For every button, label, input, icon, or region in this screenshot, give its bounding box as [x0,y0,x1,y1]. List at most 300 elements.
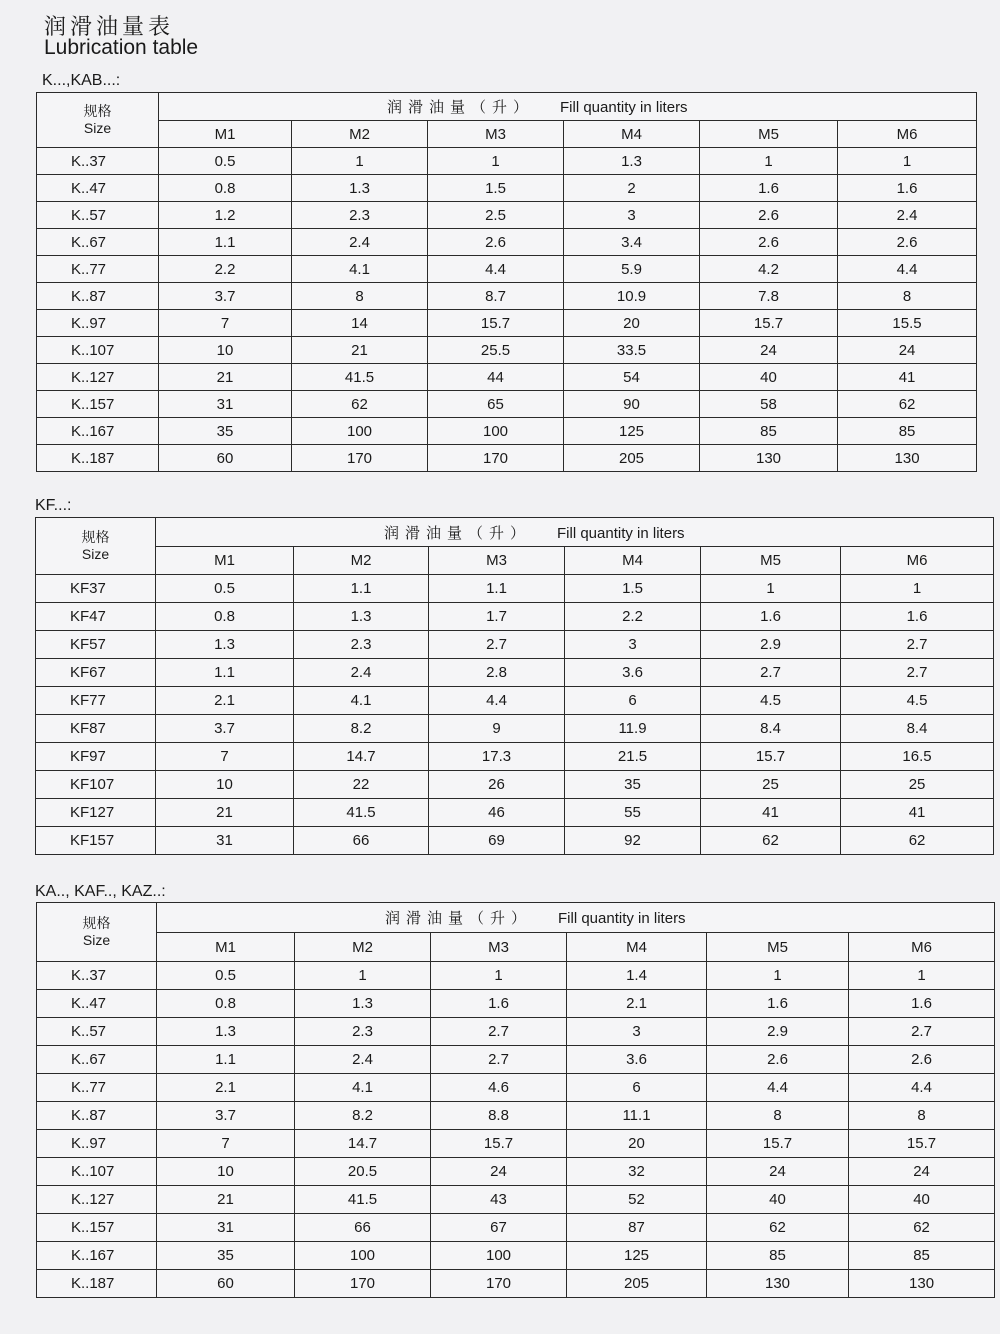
fill-value-cell: 1.6 [849,990,995,1018]
fill-value-cell: 2.6 [838,229,977,256]
fill-value-cell: 20.5 [295,1158,431,1186]
table-row [37,391,977,418]
fill-header-en: Fill quantity in liters [557,524,685,542]
fill-value-cell: 10 [157,1158,295,1186]
size-cell: K..167 [37,1242,157,1270]
fill-value-cell: 4.1 [295,1074,431,1102]
fill-quantity-header [157,903,995,933]
fill-value-cell: 20 [567,1130,707,1158]
table-row [37,1046,995,1074]
fill-value-cell: 2.7 [841,659,994,687]
size-cell: K..37 [37,962,157,990]
fill-header-cn: 润滑油量（升） [384,523,532,542]
size-cell: K..107 [37,1158,157,1186]
fill-value-cell: 10.9 [564,283,700,310]
table-row [37,256,977,283]
fill-value-cell: 40 [700,364,838,391]
fill-value-cell: 0.5 [156,575,294,603]
fill-value-cell: 1 [295,962,431,990]
fill-value-cell: 1 [431,962,567,990]
fill-value-cell: 15.7 [707,1130,849,1158]
fill-value-cell: 11.9 [565,715,701,743]
fill-value-cell: 8.4 [841,715,994,743]
fill-value-cell: 1.1 [157,1046,295,1074]
fill-value-cell: 1 [849,962,995,990]
fill-value-cell: 15.7 [701,743,841,771]
size-cell: K..157 [37,1214,157,1242]
fill-value-cell: 2.3 [292,202,428,229]
size-cell: KF107 [36,771,156,799]
fill-value-cell: 41 [701,799,841,827]
size-header-cn: 规格 [83,103,112,119]
fill-value-cell: 66 [294,827,429,855]
page-title-chinese: 润滑油量表 [44,15,175,40]
fill-value-cell: 41 [841,799,994,827]
fill-value-cell: 8 [849,1102,995,1130]
fill-value-cell: 2.4 [295,1046,431,1074]
fill-value-cell: 170 [431,1270,567,1298]
fill-value-cell: 58 [700,391,838,418]
fill-value-cell: 2.7 [431,1046,567,1074]
table-row [37,990,995,1018]
fill-value-cell: 3 [565,631,701,659]
fill-value-cell: 1.3 [157,1018,295,1046]
fill-value-cell: 7 [159,310,292,337]
fill-value-cell: 35 [159,418,292,445]
fill-value-cell: 2.6 [700,229,838,256]
size-header-cn: 规格 [81,529,110,545]
fill-value-cell: 41.5 [295,1186,431,1214]
fill-value-cell: 1 [707,962,849,990]
fill-value-cell: 35 [565,771,701,799]
fill-value-cell: 24 [431,1158,567,1186]
size-cell: K..87 [37,1102,157,1130]
fill-value-cell: 1.6 [700,175,838,202]
fill-value-cell: 24 [707,1158,849,1186]
fill-value-cell: 21 [156,799,294,827]
size-cell: K..47 [37,175,159,202]
fill-value-cell: 0.8 [156,603,294,631]
fill-value-cell: 2.8 [429,659,565,687]
fill-header-en: Fill quantity in liters [560,99,688,116]
fill-value-cell: 125 [567,1242,707,1270]
size-cell: K..67 [37,1046,157,1074]
fill-value-cell: 62 [701,827,841,855]
table-row [37,202,977,229]
fill-value-cell: 3.4 [564,229,700,256]
section-label-k-kab: K...,KAB...: [42,72,121,89]
fill-value-cell: 21 [292,337,428,364]
size-column-header [37,93,159,148]
size-cell: K..127 [37,364,159,391]
table-row [36,575,994,603]
table-row [37,1130,995,1158]
table-row [36,603,994,631]
header-row [37,93,977,121]
size-cell: KF37 [36,575,156,603]
size-column-header [37,903,157,962]
fill-value-cell: 1.7 [429,603,565,631]
fill-value-cell: 8.8 [431,1102,567,1130]
fill-value-cell: 21 [157,1186,295,1214]
fill-value-cell: 40 [849,1186,995,1214]
fill-value-cell: 4.4 [707,1074,849,1102]
mounting-position-header: M6 [841,547,994,575]
fill-value-cell: 62 [849,1214,995,1242]
fill-value-cell: 1.3 [294,603,429,631]
mounting-position-header: M1 [159,121,292,148]
fill-value-cell: 2.1 [157,1074,295,1102]
fill-value-cell: 8.2 [295,1102,431,1130]
fill-header-cn: 润滑油量（升） [387,98,535,116]
fill-value-cell: 85 [700,418,838,445]
fill-value-cell: 3 [564,202,700,229]
table-row [37,418,977,445]
size-cell: KF97 [36,743,156,771]
fill-value-cell: 69 [429,827,565,855]
fill-value-cell: 1 [292,148,428,175]
header-row [37,903,995,933]
fill-value-cell: 2.7 [429,631,565,659]
fill-value-cell: 52 [567,1186,707,1214]
section-label-ka-kaf-kaz: KA.., KAF.., KAZ..: [35,883,166,900]
fill-value-cell: 4.4 [429,687,565,715]
mounting-position-header: M5 [707,933,849,962]
size-cell: K..37 [37,148,159,175]
table-row [37,175,977,202]
fill-value-cell: 2.4 [292,229,428,256]
fill-value-cell: 6 [565,687,701,715]
size-header-cn: 规格 [82,915,111,931]
fill-value-cell: 41.5 [292,364,428,391]
fill-value-cell: 6 [567,1074,707,1102]
fill-value-cell: 2.6 [700,202,838,229]
fill-value-cell: 1.3 [295,990,431,1018]
fill-value-cell: 2.9 [701,631,841,659]
fill-value-cell: 3.6 [565,659,701,687]
mounting-position-header: M2 [294,547,429,575]
mounting-position-header: M1 [157,933,295,962]
fill-value-cell: 14 [292,310,428,337]
size-header-en: Size [82,932,111,948]
fill-value-cell: 55 [565,799,701,827]
mounting-position-header: M2 [295,933,431,962]
fill-value-cell: 62 [707,1214,849,1242]
fill-value-cell: 1.6 [431,990,567,1018]
fill-value-cell: 205 [567,1270,707,1298]
fill-value-cell: 1.6 [841,603,994,631]
fill-value-cell: 85 [707,1242,849,1270]
table-row [37,229,977,256]
fill-value-cell: 22 [294,771,429,799]
fill-value-cell: 7 [156,743,294,771]
fill-value-cell: 26 [429,771,565,799]
fill-value-cell: 43 [431,1186,567,1214]
lubrication-table-k-kab [36,92,977,472]
fill-value-cell: 3.7 [159,283,292,310]
fill-value-cell: 32 [567,1158,707,1186]
section-label-kf: KF...: [35,497,72,514]
fill-value-cell: 1.5 [428,175,564,202]
size-cell: K..187 [37,445,159,472]
fill-value-cell: 8.4 [701,715,841,743]
fill-value-cell: 170 [428,445,564,472]
fill-value-cell: 1.1 [159,229,292,256]
fill-value-cell: 1 [841,575,994,603]
size-cell: K..57 [37,202,159,229]
fill-value-cell: 2.7 [701,659,841,687]
mounting-position-header: M3 [429,547,565,575]
size-cell: K..47 [37,990,157,1018]
fill-value-cell: 90 [564,391,700,418]
fill-value-cell: 125 [564,418,700,445]
table-row [37,364,977,391]
size-cell: K..127 [37,1186,157,1214]
mounting-position-header: M1 [156,547,294,575]
fill-value-cell: 2.6 [849,1046,995,1074]
fill-value-cell: 0.8 [159,175,292,202]
fill-quantity-header [156,518,994,547]
size-cell: K..167 [37,418,159,445]
fill-value-cell: 44 [428,364,564,391]
fill-value-cell: 1.3 [292,175,428,202]
fill-value-cell: 2 [564,175,700,202]
table-row [37,283,977,310]
fill-value-cell: 1 [428,148,564,175]
fill-value-cell: 3.7 [157,1102,295,1130]
mounting-position-header: M5 [700,121,838,148]
fill-value-cell: 1.4 [567,962,707,990]
fill-value-cell: 25.5 [428,337,564,364]
fill-value-cell: 4.4 [849,1074,995,1102]
fill-quantity-header [159,93,977,121]
fill-value-cell: 24 [700,337,838,364]
fill-value-cell: 92 [565,827,701,855]
fill-value-cell: 5.9 [564,256,700,283]
size-cell: K..67 [37,229,159,256]
lubrication-table-kf [35,517,994,855]
mounting-position-header: M3 [431,933,567,962]
fill-value-cell: 2.5 [428,202,564,229]
table-row [36,659,994,687]
table-row [36,827,994,855]
mounting-position-header: M4 [567,933,707,962]
fill-value-cell: 9 [429,715,565,743]
fill-value-cell: 8 [838,283,977,310]
fill-value-cell: 15.7 [428,310,564,337]
fill-value-cell: 8.2 [294,715,429,743]
fill-value-cell: 1.1 [156,659,294,687]
fill-value-cell: 4.4 [428,256,564,283]
table-row [36,715,994,743]
fill-value-cell: 8 [707,1102,849,1130]
fill-value-cell: 2.7 [431,1018,567,1046]
size-header-en: Size [81,546,110,562]
fill-value-cell: 1.2 [159,202,292,229]
fill-value-cell: 1.1 [429,575,565,603]
fill-value-cell: 2.1 [567,990,707,1018]
fill-value-cell: 4.5 [701,687,841,715]
fill-value-cell: 1.6 [707,990,849,1018]
fill-value-cell: 1 [838,148,977,175]
table-row [36,743,994,771]
fill-value-cell: 3 [567,1018,707,1046]
mounting-position-header: M6 [849,933,995,962]
size-cell: KF127 [36,799,156,827]
fill-value-cell: 2.4 [294,659,429,687]
fill-value-cell: 100 [428,418,564,445]
fill-value-cell: 205 [564,445,700,472]
table-row [37,962,995,990]
fill-value-cell: 4.1 [294,687,429,715]
fill-value-cell: 130 [849,1270,995,1298]
fill-value-cell: 85 [838,418,977,445]
fill-header-en: Fill quantity in liters [558,910,686,927]
fill-value-cell: 25 [701,771,841,799]
fill-value-cell: 60 [159,445,292,472]
fill-value-cell: 31 [156,827,294,855]
fill-value-cell: 85 [849,1242,995,1270]
fill-value-cell: 2.4 [838,202,977,229]
size-column-header [36,518,156,575]
table-row [37,1158,995,1186]
table-row [37,148,977,175]
fill-value-cell: 60 [157,1270,295,1298]
table-row [37,337,977,364]
fill-value-cell: 41.5 [294,799,429,827]
fill-value-cell: 15.7 [849,1130,995,1158]
position-header-row [36,547,994,575]
fill-value-cell: 41 [838,364,977,391]
fill-value-cell: 8.7 [428,283,564,310]
fill-value-cell: 20 [564,310,700,337]
table-row [37,1214,995,1242]
fill-value-cell: 130 [707,1270,849,1298]
header-row [36,518,994,547]
size-cell: K..97 [37,310,159,337]
fill-header-cn: 润滑油量（升） [385,909,533,927]
fill-value-cell: 31 [157,1214,295,1242]
table-row [37,1242,995,1270]
fill-value-cell: 15.7 [431,1130,567,1158]
size-cell: K..97 [37,1130,157,1158]
mounting-position-header: M4 [565,547,701,575]
fill-value-cell: 7.8 [700,283,838,310]
size-cell: K..57 [37,1018,157,1046]
table-row [37,1018,995,1046]
table-row [37,310,977,337]
size-cell: KF47 [36,603,156,631]
fill-value-cell: 1.6 [838,175,977,202]
size-cell: KF157 [36,827,156,855]
fill-value-cell: 16.5 [841,743,994,771]
fill-value-cell: 7 [157,1130,295,1158]
fill-value-cell: 0.8 [157,990,295,1018]
position-header-row [37,121,977,148]
fill-value-cell: 2.3 [295,1018,431,1046]
size-cell: K..77 [37,1074,157,1102]
fill-value-cell: 24 [849,1158,995,1186]
fill-value-cell: 4.6 [431,1074,567,1102]
table-row [37,1102,995,1130]
fill-value-cell: 31 [159,391,292,418]
fill-value-cell: 2.3 [294,631,429,659]
table-row [36,771,994,799]
mounting-position-header: M4 [564,121,700,148]
fill-value-cell: 170 [292,445,428,472]
fill-value-cell: 10 [156,771,294,799]
size-cell: KF57 [36,631,156,659]
fill-value-cell: 170 [295,1270,431,1298]
table-row [36,687,994,715]
fill-value-cell: 4.5 [841,687,994,715]
fill-value-cell: 1.1 [294,575,429,603]
fill-value-cell: 4.2 [700,256,838,283]
fill-value-cell: 25 [841,771,994,799]
fill-value-cell: 62 [292,391,428,418]
size-cell: K..107 [37,337,159,364]
size-cell: KF87 [36,715,156,743]
fill-value-cell: 15.5 [838,310,977,337]
fill-value-cell: 4.4 [838,256,977,283]
table-row [37,445,977,472]
fill-value-cell: 21 [159,364,292,391]
fill-value-cell: 130 [700,445,838,472]
fill-value-cell: 1 [700,148,838,175]
fill-value-cell: 2.7 [849,1018,995,1046]
size-cell: K..187 [37,1270,157,1298]
table-row [36,799,994,827]
fill-value-cell: 100 [295,1242,431,1270]
table-row [37,1186,995,1214]
fill-value-cell: 24 [838,337,977,364]
fill-value-cell: 1.6 [701,603,841,631]
position-header-row [37,933,995,962]
page-title-english: Lubrication table [44,36,199,59]
fill-value-cell: 2.1 [156,687,294,715]
fill-value-cell: 1 [701,575,841,603]
fill-value-cell: 62 [841,827,994,855]
mounting-position-header: M3 [428,121,564,148]
fill-value-cell: 100 [292,418,428,445]
fill-value-cell: 2.2 [565,603,701,631]
fill-value-cell: 3.7 [156,715,294,743]
fill-value-cell: 87 [567,1214,707,1242]
fill-value-cell: 14.7 [294,743,429,771]
fill-value-cell: 33.5 [564,337,700,364]
fill-value-cell: 0.5 [159,148,292,175]
fill-value-cell: 17.3 [429,743,565,771]
fill-value-cell: 15.7 [700,310,838,337]
fill-value-cell: 62 [838,391,977,418]
fill-value-cell: 1.5 [565,575,701,603]
table-row [37,1270,995,1298]
fill-value-cell: 2.9 [707,1018,849,1046]
mounting-position-header: M5 [701,547,841,575]
fill-value-cell: 65 [428,391,564,418]
fill-value-cell: 0.5 [157,962,295,990]
fill-value-cell: 130 [838,445,977,472]
lubrication-table-ka-kaf-kaz [36,902,995,1298]
fill-value-cell: 8 [292,283,428,310]
size-cell: K..157 [37,391,159,418]
fill-value-cell: 67 [431,1214,567,1242]
fill-value-cell: 2.6 [707,1046,849,1074]
table-row [37,1074,995,1102]
fill-value-cell: 2.7 [841,631,994,659]
fill-value-cell: 3.6 [567,1046,707,1074]
fill-value-cell: 1.3 [156,631,294,659]
